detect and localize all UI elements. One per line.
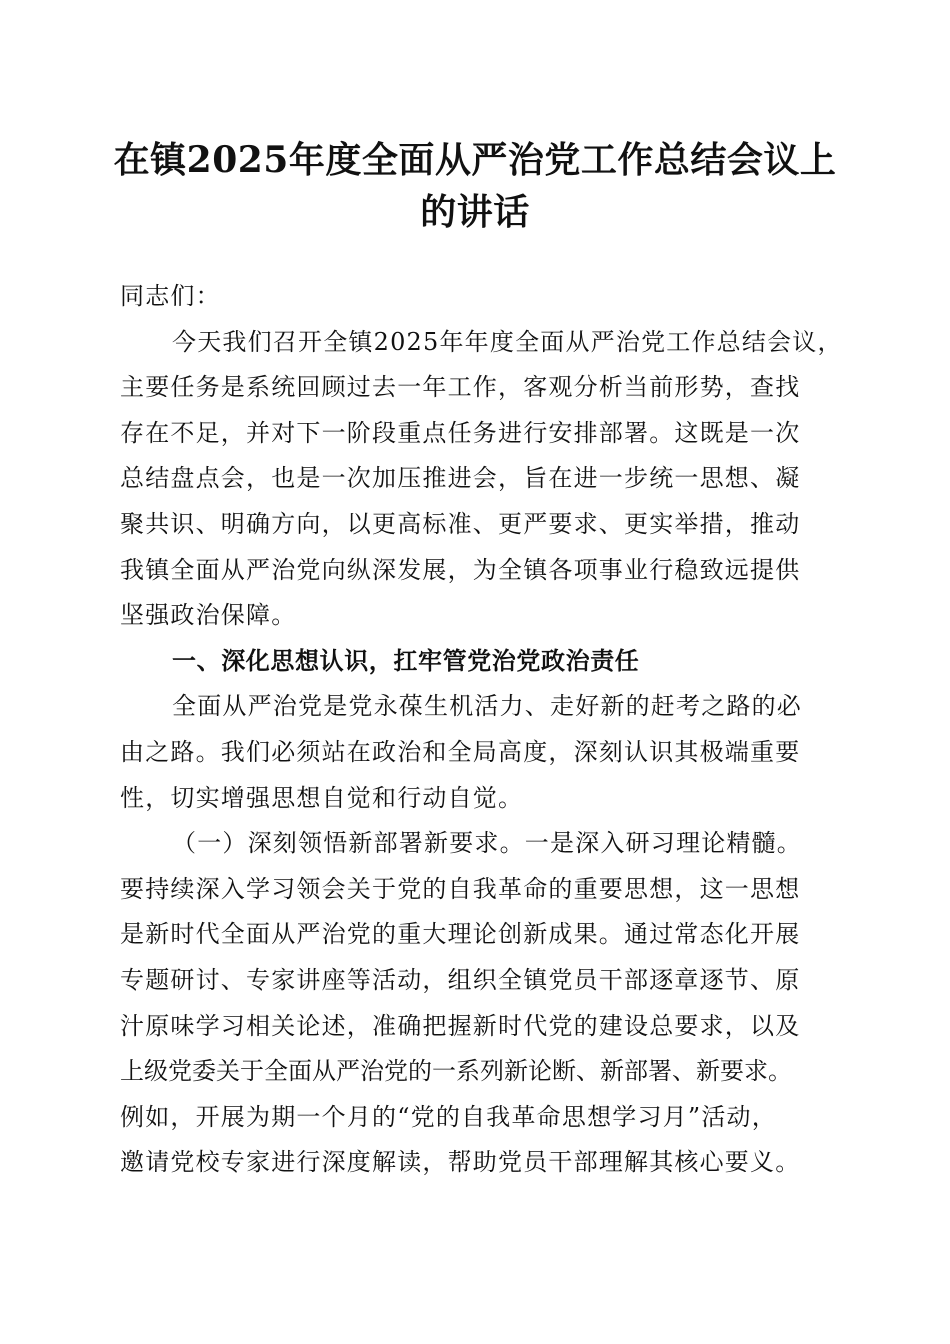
document-body bbox=[120, 274, 843, 1186]
section1-paragraph bbox=[120, 684, 840, 821]
intro-line: 坚强政治保障。 bbox=[120, 601, 297, 630]
subsection1-line: 汁原味学习相关论述，准确把握新时代党的建设总要求，以及 bbox=[120, 1011, 801, 1040]
intro-line: 存在不足，并对下一阶段重点任务进行安排部署。这既是一次 bbox=[120, 418, 801, 447]
subsection1-line: 上级党委关于全面从严治党的一系列新论断、新部署、新要求。 bbox=[120, 1057, 792, 1086]
subsection1-line: （一）深刻领悟新部署新要求。一是深入研习理论精髓。 bbox=[172, 829, 802, 858]
title-line-1: 在镇2025年度全面从严治党工作总结会议上 bbox=[113, 139, 837, 181]
document-title bbox=[110, 134, 840, 238]
intro-line: 主要任务是系统回顾过去一年工作，客观分析当前形势，查找 bbox=[120, 373, 801, 402]
subsection1-line: 专题研讨、专家讲座等活动，组织全镇党员干部逐章逐节、原 bbox=[120, 965, 801, 994]
intro-line: 总结盘点会，也是一次加压推进会，旨在进一步统一思想、凝 bbox=[120, 464, 801, 493]
intro-line: 我镇全面从严治党向纵深发展，为全镇各项事业行稳致远提供 bbox=[120, 555, 801, 584]
subsection1-paragraph bbox=[120, 821, 840, 1186]
subsection1-line: 是新时代全面从严治党的重大理论创新成果。通过常态化开展 bbox=[120, 920, 801, 949]
subsection1-line: 例如，开展为期一个月的“党的自我革命思想学习月”活动， bbox=[120, 1102, 777, 1131]
subsection1-line: 要持续深入学习领会关于党的自我革命的重要思想，这一思想 bbox=[120, 874, 801, 903]
title-line-2: 的讲话 bbox=[420, 191, 530, 233]
salutation: 同志们： bbox=[120, 282, 221, 310]
section-heading-1: 一、深化思想认识，扛牢管党治党政治责任 bbox=[172, 646, 640, 675]
section1-line: 性，切实增强思想自觉和行动自觉。 bbox=[120, 783, 524, 812]
section1-line: 全面从严治党是党永葆生机活力、走好新的赶考之路的必 bbox=[172, 692, 802, 721]
intro-line: 今天我们召开全镇2025年年度全面从严治党工作总结会议， bbox=[172, 327, 843, 356]
intro-line: 聚共识、明确方向，以更高标准、更严要求、更实举措，推动 bbox=[120, 509, 801, 538]
subsection1-line: 邀请党校专家进行深度解读，帮助党员干部理解其核心要义。 bbox=[120, 1148, 801, 1177]
intro-paragraph bbox=[120, 320, 843, 639]
section1-line: 由之路。我们必须站在政治和全局高度，深刻认识其极端重要 bbox=[120, 737, 801, 766]
